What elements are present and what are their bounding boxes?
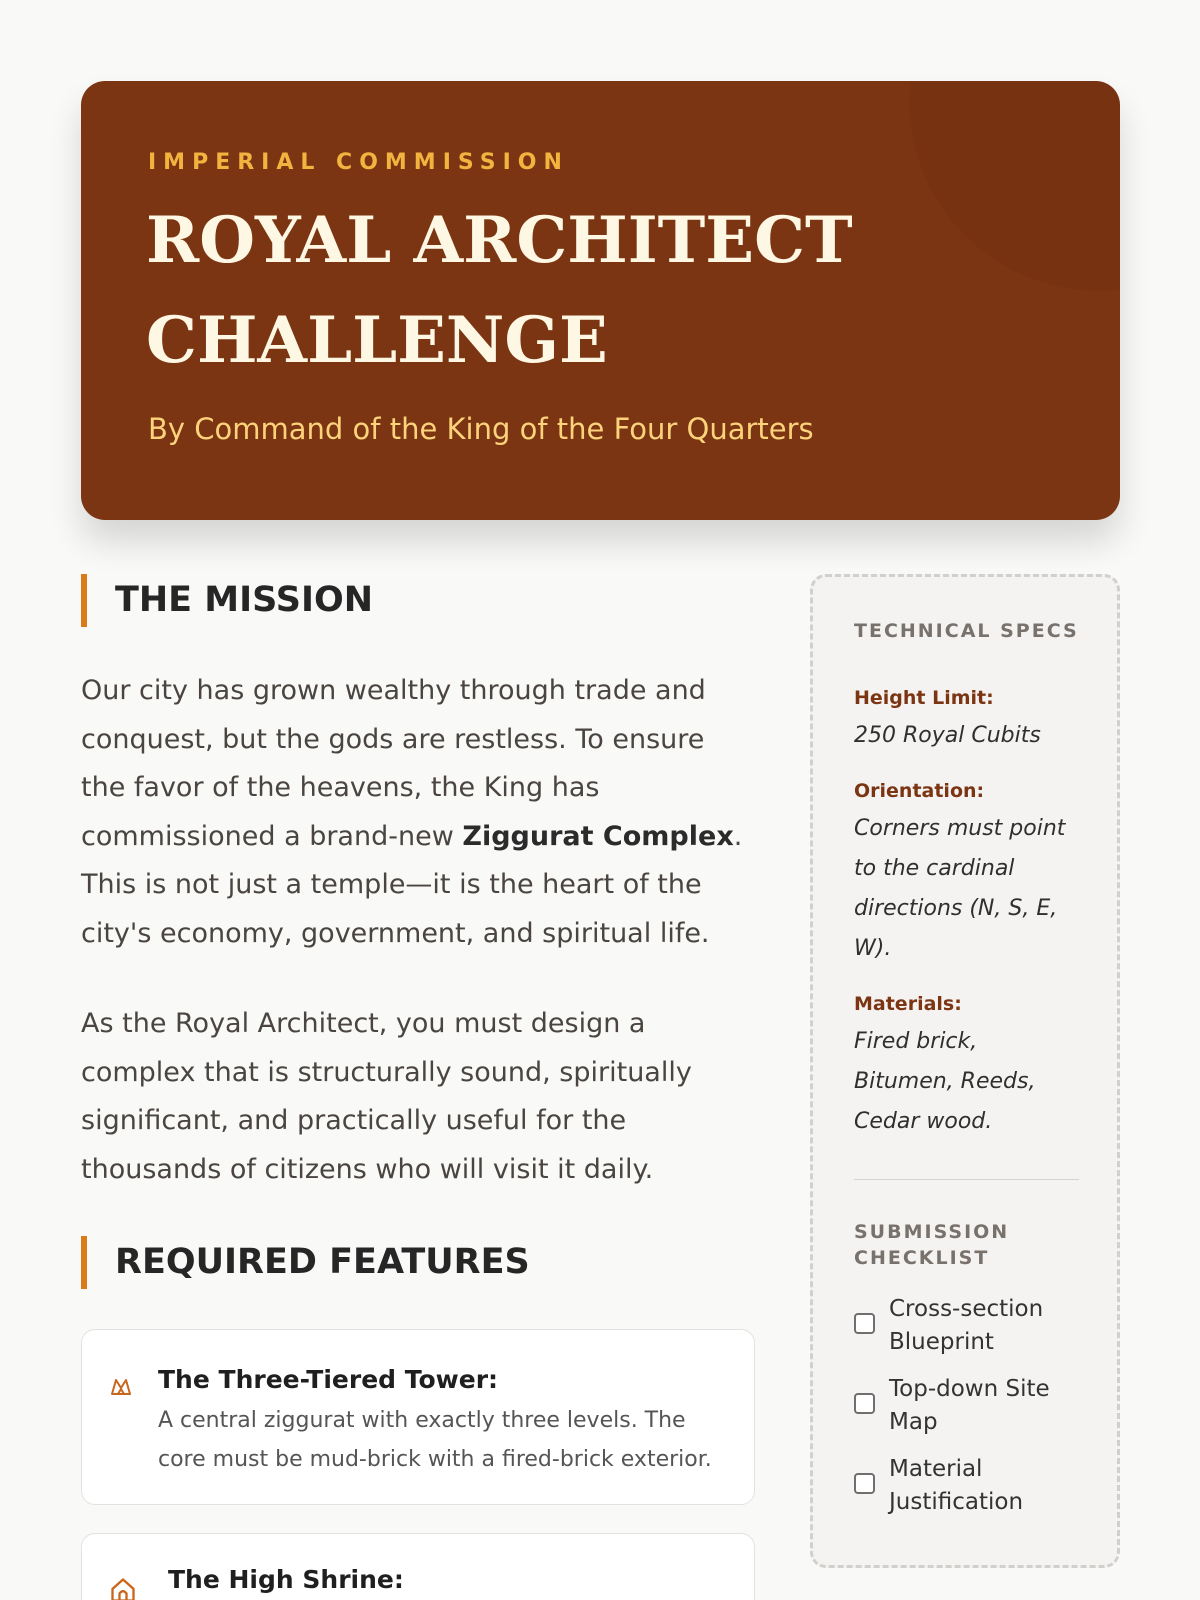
page-title-line: ROYAL ARCHITECT <box>146 203 853 278</box>
paragraph-line: thousands of citizens who will visit it daily. <box>81 1153 654 1185</box>
paragraph-line: significant, and practically useful for the <box>81 1105 627 1136</box>
feature-card <box>81 1533 755 1600</box>
spec-value <box>854 1022 1035 1142</box>
paragraph-line: city's economy, government, and spiritual life. <box>81 917 710 949</box>
paragraph-text: commissioned a brand-new <box>81 820 463 852</box>
feature-description <box>158 1401 712 1479</box>
features-heading: REQUIRED FEATURES <box>81 1236 721 1289</box>
hero-banner <box>81 81 1120 520</box>
spec-value-line: Cedar wood. <box>854 1109 993 1134</box>
ziggurat-icon <box>109 1374 133 1398</box>
checklist-label <box>889 1453 1023 1519</box>
hero-subtitle: By Command of the King of the Four Quarters <box>148 412 814 446</box>
paragraph-line <box>81 813 761 862</box>
feature-title: The Three-Tiered Tower: <box>158 1365 499 1394</box>
spec-value-line: 250 Royal Cubits <box>854 723 1041 748</box>
checklist-label-line: Blueprint <box>889 1329 994 1355</box>
feature-title: The High Shrine: <box>168 1565 404 1594</box>
checklist-label-line: Top-down Site <box>889 1376 1050 1402</box>
paragraph-line: conquest, but the gods are restless. To ensure <box>81 723 705 755</box>
paragraph-text: . <box>733 820 743 852</box>
paragraph-line: complex that is structurally sound, spiritually <box>81 1056 692 1088</box>
paragraph-line: This is not just a temple—it is the heart of the <box>81 869 702 900</box>
spec-value-line: W). <box>854 936 892 961</box>
sidebar-panel <box>810 574 1120 1568</box>
spec-value-line: Fired brick, <box>854 1029 978 1054</box>
spec-value <box>854 809 1065 969</box>
description-line: core must be mud-brick with a fired-brick exterior. <box>158 1447 712 1472</box>
mission-paragraph <box>81 667 761 958</box>
checkbox[interactable] <box>854 1313 875 1334</box>
page-title <box>146 191 1046 391</box>
checklist-heading-line: SUBMISSION <box>854 1221 1010 1243</box>
paragraph-line: Our city has grown wealthy through trade and <box>81 675 706 706</box>
checklist-label-line: Justification <box>889 1489 1024 1515</box>
spec-label: Height Limit: <box>854 687 994 709</box>
checkbox[interactable] <box>854 1393 875 1414</box>
checklist-label <box>889 1293 1043 1359</box>
spec-value <box>854 716 1041 756</box>
checklist-item-cross-section-blueprint[interactable] <box>854 1293 1084 1363</box>
checklist-item-top-down-site-map[interactable] <box>854 1373 1084 1443</box>
checklist-label-line: Cross-section <box>889 1296 1044 1322</box>
mission-heading: THE MISSION <box>81 574 721 627</box>
checklist-label-line: Map <box>889 1409 938 1435</box>
page-title-line: CHALLENGE <box>146 303 608 378</box>
paragraph-line: As the Royal Architect, you must design a <box>81 1008 646 1039</box>
paragraph-line: the favor of the heavens, the King has <box>81 772 600 803</box>
ziggurat-complex-emphasis: Ziggurat Complex <box>462 820 734 852</box>
feature-card <box>81 1329 755 1505</box>
description-line: A central ziggurat with exactly three levels. The <box>158 1408 686 1433</box>
spec-value-line: to the cardinal <box>854 856 1015 881</box>
spec-value-line: Bitumen, Reeds, <box>854 1069 1036 1094</box>
hero-eyebrow: IMPERIAL COMMISSION <box>148 150 569 175</box>
submission-checklist-heading <box>854 1219 1009 1271</box>
checklist-label-line: Material <box>889 1456 983 1482</box>
checklist-heading-line: CHECKLIST <box>854 1247 990 1269</box>
shrine-icon <box>109 1576 137 1600</box>
technical-specs-heading: TECHNICAL SPECS <box>854 620 1079 642</box>
spec-label: Orientation: <box>854 780 985 802</box>
spec-value-line: directions (N, S, E, <box>854 896 1058 921</box>
mission-paragraph <box>81 1000 761 1194</box>
spec-label: Materials: <box>854 993 962 1015</box>
checklist-item-material-justification[interactable] <box>854 1453 1084 1523</box>
checkbox[interactable] <box>854 1473 875 1494</box>
checklist-label <box>889 1373 1050 1439</box>
sidebar-divider <box>854 1179 1079 1180</box>
spec-value-line: Corners must point <box>854 816 1066 841</box>
